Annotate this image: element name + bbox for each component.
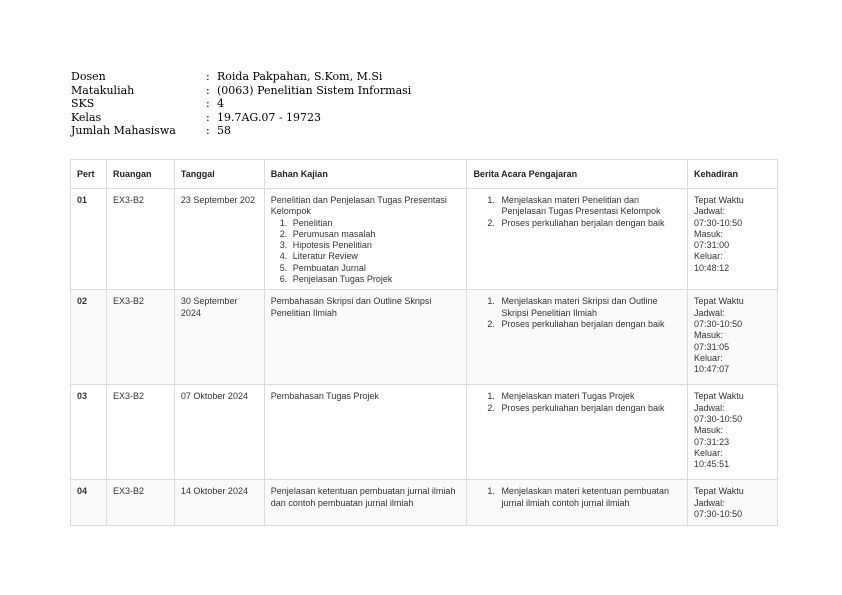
header-tanggal: Tanggal bbox=[174, 160, 264, 189]
cell-ruangan: EX3-B2 bbox=[106, 189, 174, 290]
bahan-intro: Pembahasan Skripsi dan Outline Skripsi Penelitian Ilmiah bbox=[270, 296, 432, 318]
list-item: 2. Proses perkuliahan berjalan dengan baik bbox=[497, 319, 682, 330]
table-header-row bbox=[71, 160, 778, 189]
list-item: 6. Penjelasan Tugas Projek bbox=[290, 274, 462, 285]
berita-list bbox=[473, 486, 682, 509]
cell-kehadiran bbox=[688, 385, 778, 480]
colon: : bbox=[206, 83, 210, 97]
masuk-label: Masuk: bbox=[694, 330, 724, 341]
list-item: 1. Menjelaskan materi Skripsi dan Outline Skripsi Penelitian Ilmiah bbox=[497, 296, 682, 319]
cell-pert: 02 bbox=[71, 290, 107, 385]
table-row bbox=[71, 290, 778, 385]
header-berita-acara: Berita Acara Pengajaran bbox=[467, 160, 688, 189]
sks-value: 4 bbox=[217, 97, 224, 111]
berita-list bbox=[473, 296, 682, 330]
list-item: 1. Menjelaskan materi ketentuan pembuatan jurnal ilmiah contoh jurnal ilmiah bbox=[497, 486, 682, 509]
masuk-value: 07:31:23 bbox=[694, 436, 730, 447]
cell-tanggal: 23 September 202 bbox=[174, 189, 264, 290]
jadwal-value: 07:30-10:50 bbox=[694, 508, 743, 519]
sks-label: SKS bbox=[71, 97, 95, 111]
cell-kehadiran bbox=[688, 480, 778, 526]
cell-berita-acara bbox=[467, 385, 688, 480]
cell-ruangan: EX3-B2 bbox=[106, 480, 174, 526]
jumlah-mahasiswa-value: 58 bbox=[217, 124, 231, 138]
cell-bahan-kajian bbox=[264, 189, 467, 290]
cell-kehadiran bbox=[688, 189, 778, 290]
cell-pert: 04 bbox=[71, 480, 107, 526]
jadwal-value: 07:30-10:50 bbox=[694, 217, 743, 228]
jadwal-label: Jadwal: bbox=[694, 307, 725, 318]
jadwal-label: Jadwal: bbox=[694, 206, 725, 217]
bahan-intro: Penelitian dan Penjelasan Tugas Presentasi Kelompok bbox=[270, 195, 447, 217]
masuk-value: 07:31:05 bbox=[694, 341, 730, 352]
kelas-label: Kelas bbox=[71, 110, 102, 124]
bahan-list bbox=[271, 218, 462, 286]
cell-bahan-kajian bbox=[264, 290, 467, 385]
list-item: 4. Literatur Review bbox=[290, 251, 462, 262]
list-item: 2. Proses perkuliahan berjalan dengan baik bbox=[497, 218, 682, 229]
cell-berita-acara bbox=[467, 480, 688, 526]
keluar-value: 10:47:07 bbox=[694, 364, 730, 375]
kehadiran-status: Tepat Waktu bbox=[694, 296, 744, 307]
dosen-label: Dosen bbox=[71, 70, 106, 83]
berita-list bbox=[473, 195, 682, 229]
masuk-value: 07:31:00 bbox=[694, 240, 730, 251]
jadwal-label: Jadwal: bbox=[694, 497, 725, 508]
keluar-label: Keluar: bbox=[694, 447, 723, 458]
jadwal-label: Jadwal: bbox=[694, 402, 725, 413]
cell-bahan-kajian bbox=[264, 385, 467, 480]
list-item: 2. Perumusan masalah bbox=[290, 229, 462, 240]
header-bahan-kajian: Bahan Kajian bbox=[264, 160, 467, 189]
cell-berita-acara bbox=[467, 189, 688, 290]
kehadiran-status: Tepat Waktu bbox=[694, 391, 744, 402]
keluar-label: Keluar: bbox=[694, 352, 723, 363]
kehadiran-status: Tepat Waktu bbox=[694, 195, 744, 205]
jumlah-mahasiswa-label: Jumlah Mahasiswa bbox=[71, 124, 176, 138]
list-item: 2. Proses perkuliahan berjalan dengan baik bbox=[497, 403, 682, 414]
table-row bbox=[71, 385, 778, 480]
kelas-value: 19.7AG.07 - 19723 bbox=[217, 110, 322, 124]
bahan-intro: Pembahasan Tugas Projek bbox=[270, 391, 379, 402]
jadwal-value: 07:30-10:50 bbox=[694, 413, 743, 424]
masuk-label: Masuk: bbox=[694, 425, 724, 436]
cell-tanggal: 07 Oktober 2024 bbox=[174, 385, 264, 480]
cell-tanggal: 30 September 2024 bbox=[174, 290, 264, 385]
kehadiran-status: Tepat Waktu bbox=[694, 486, 744, 497]
cell-ruangan: EX3-B2 bbox=[106, 290, 174, 385]
cell-kehadiran bbox=[688, 290, 778, 385]
berita-list bbox=[473, 391, 682, 414]
cell-pert: 03 bbox=[71, 385, 107, 480]
header-ruangan: Ruangan bbox=[106, 160, 174, 189]
cell-pert: 01 bbox=[71, 189, 107, 290]
list-item: 1. Menjelaskan materi Penelitian dan Penjelasan Tugas Presentasi Kelompok bbox=[497, 195, 682, 218]
bahan-intro: Penjelasan ketentuan pembuatan jurnal ilmiah dan contoh pembuatan jurnal ilmiah bbox=[270, 486, 456, 508]
colon: : bbox=[206, 124, 210, 138]
cell-berita-acara bbox=[467, 290, 688, 385]
list-item: 3. Hipotesis Penelitian bbox=[290, 240, 462, 251]
matakuliah-value: (0063) Penelitian Sistem Informasi bbox=[217, 83, 412, 97]
matakuliah-label: Matakuliah bbox=[71, 83, 135, 97]
keluar-label: Keluar: bbox=[694, 251, 723, 262]
list-item: 5. Pembuatan Jurnal bbox=[290, 263, 462, 274]
table-row bbox=[71, 189, 778, 290]
colon: : bbox=[206, 110, 210, 124]
cell-bahan-kajian bbox=[264, 480, 467, 526]
keluar-value: 10:45:51 bbox=[694, 459, 730, 470]
masuk-label: Masuk: bbox=[694, 228, 724, 239]
dosen-value: Roida Pakpahan, S.Kom, M.Si bbox=[217, 70, 383, 83]
colon: : bbox=[206, 70, 210, 83]
jadwal-value: 07:30-10:50 bbox=[694, 318, 743, 329]
list-item: 1. Penelitian bbox=[290, 218, 462, 229]
cell-ruangan: EX3-B2 bbox=[106, 385, 174, 480]
table-row bbox=[71, 480, 778, 526]
header-kehadiran: Kehadiran bbox=[688, 160, 778, 189]
list-item: 1. Menjelaskan materi Tugas Projek bbox=[497, 391, 682, 402]
cell-tanggal: 14 Oktober 2024 bbox=[174, 480, 264, 526]
attendance-table bbox=[70, 159, 778, 526]
colon: : bbox=[206, 97, 210, 111]
keluar-value: 10:48:12 bbox=[694, 262, 730, 273]
header-pert: Pert bbox=[71, 160, 107, 189]
